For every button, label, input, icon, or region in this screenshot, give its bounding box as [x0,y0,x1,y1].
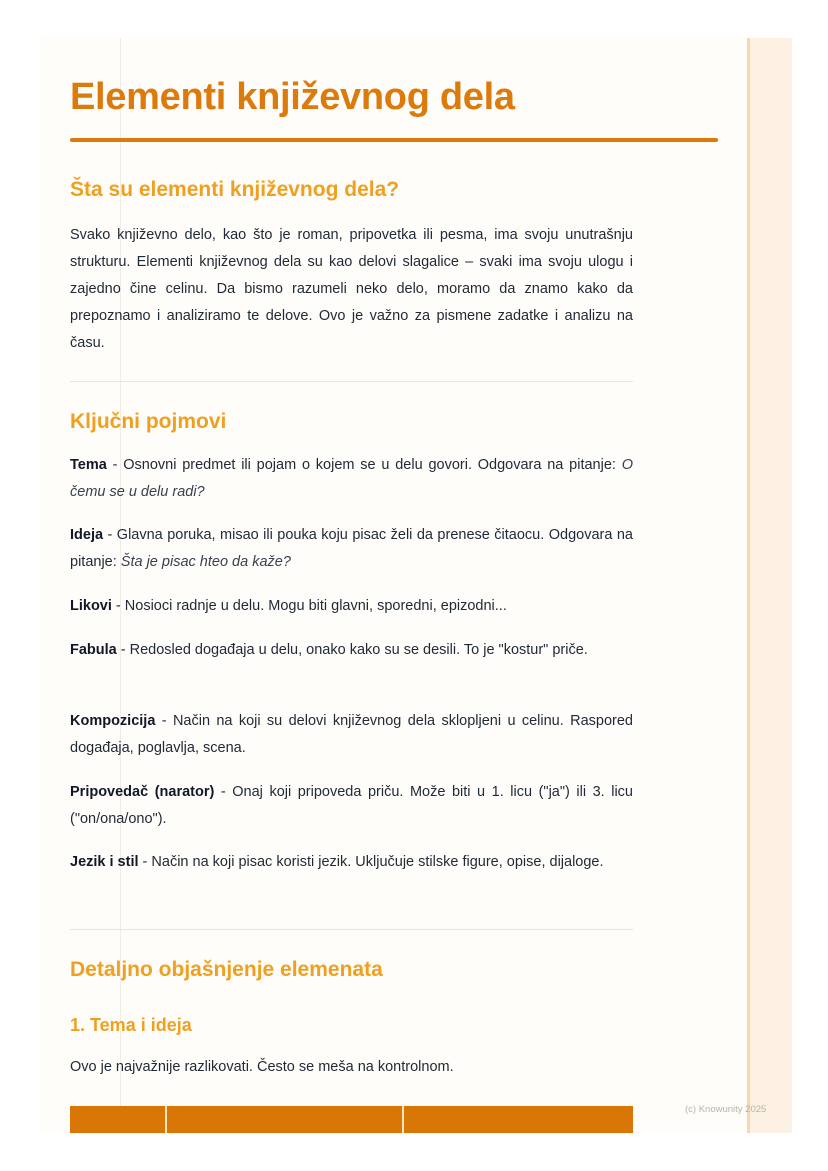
right-margin-rule [747,38,750,1133]
term-separator: - [111,598,125,614]
term-question: Šta je pisac hteo da kaže? [120,554,291,570]
term-separator: - [103,527,117,543]
section-heading-details: Detaljno objašnjenje elemenata [70,958,383,981]
document-page [40,38,792,1133]
term-item-jezik-i-stil [70,849,633,876]
subsection-heading-tema-i-ideja: 1. Tema i ideja [70,1015,192,1035]
term-definition: Onaj koji pripoveda priču. Može biti u 1. licu ("ja") ili 3. licu ("on/ona/ono"). [70,784,633,827]
table-header-cell [167,1106,404,1133]
section-heading-terms: Ključni pojmovi [70,410,227,433]
term-definition: Način na koji su delovi književnog dela sklopljeni u celinu. Raspored događaja, poglavlja, scena. [70,713,633,756]
term-name: Ideja [70,527,104,543]
section-divider [70,381,633,382]
term-item-likovi [70,593,633,620]
term-definition: Nosioci radnje u delu. Mogu biti glavni, sporedni, epizodni... [124,598,507,614]
term-item-fabula [70,637,633,664]
term-separator: - [138,854,152,870]
term-item-pripovedac [70,779,633,833]
term-separator: - [116,642,130,658]
term-definition: Redosled događaja u delu, onako kako su se desili. To je "kostur" priče. [129,642,588,658]
term-name: Tema [70,457,107,473]
term-separator: - [155,713,173,729]
title-underline [70,138,718,142]
details-paragraph: Ovo je najvažnije razlikovati. Često se meša na kontrolnom. [70,1059,454,1075]
right-margin-strip [747,38,792,1133]
comparison-table-header [70,1106,633,1133]
term-name: Pripovedač (narator) [70,784,215,800]
term-item-tema [70,452,633,506]
term-item-ideja [70,522,633,576]
table-header-cell [404,1106,633,1133]
table-header-cell [70,1106,167,1133]
term-name: Kompozicija [70,713,156,729]
term-definition: Glavna poruka, misao ili pouka koju pisac želi da prenese čitaocu. Odgovara na pitanje: [70,527,633,570]
copyright-credit: (c) Knowunity 2025 [685,1104,767,1115]
term-separator: - [106,457,124,473]
section-divider [70,929,633,930]
page-title: Elementi književnog dela [70,76,515,118]
term-definition: Osnovni predmet ili pojam o kojem se u delu govori. Odgovara na pitanje: [123,457,622,473]
term-name: Fabula [70,642,117,658]
term-separator: - [214,784,233,800]
intro-paragraph: Svako književno delo, kao što je roman, pripovetka ili pesma, ima svoju unutrašnju strukturu. Elementi književnog dela su kao delovi slagalice – svaki ima svoju ulogu i zajedno čine celinu. Da bismo razumeli neko delo, moramo da znamo kako da prepoznamo i analiziramo te delove. Ovo je važno za pismene zadatke i analizu na času. [70,227,633,351]
term-item-kompozicija [70,708,633,762]
term-name: Jezik i stil [70,854,139,870]
term-name: Likovi [70,598,112,614]
term-question: O čemu se u delu radi? [70,457,633,500]
section-heading-intro: Šta su elementi književnog dela? [70,178,400,201]
term-definition: Način na koji pisac koristi jezik. Uključuje stilske figure, opise, dijaloge. [151,854,604,870]
